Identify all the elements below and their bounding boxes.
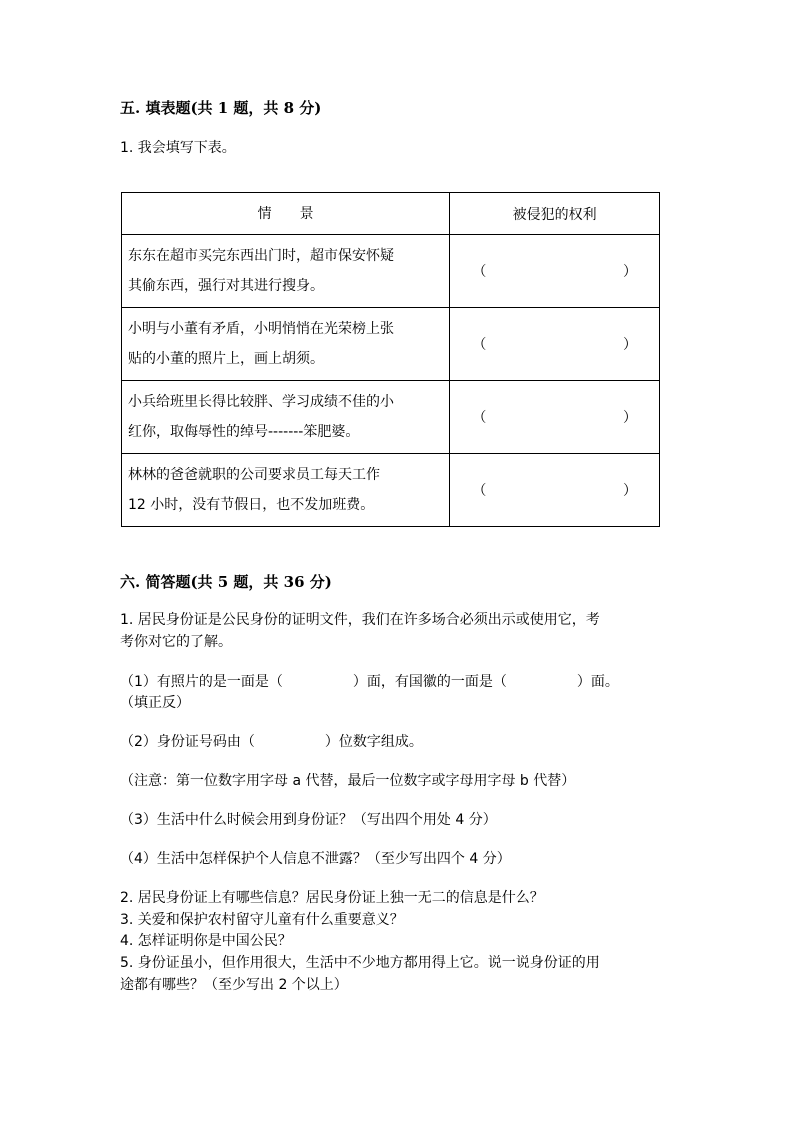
answer-cell[interactable] (450, 381, 660, 454)
scenario-line: 东东在超市买完东西出门时，超市保安怀疑 (128, 248, 394, 264)
section6-question-5-line2: 途都有哪些？（至少写出 2 个以上） (120, 977, 348, 993)
scenario-line: 12 小时，没有节假日，也不发加班费。 (128, 497, 375, 513)
open-paren: （ (472, 410, 487, 426)
table-header-row (122, 193, 660, 235)
open-paren: （ (472, 337, 487, 353)
table-row (122, 454, 660, 527)
open-paren: （ (472, 483, 487, 499)
section6-question-2: 2. 居民身份证上有哪些信息？居民身份证上独一无二的信息是什么？ (120, 890, 544, 906)
scenario-cell (122, 308, 450, 381)
section6-question-5-line1: 5. 身份证虽小，但作用很大，生活中不少地方都用得上它。说一说身份证的用 (120, 955, 600, 971)
scenario-line: 贴的小董的照片上，画上胡须。 (128, 351, 324, 367)
section6-question-4: 4. 怎样证明你是中国公民？ (120, 933, 292, 949)
scenario-cell (122, 454, 450, 527)
sub-question-2: （2）身份证号码由（ ）位数字组成。 (120, 734, 423, 750)
section6-question-3: 3. 关爱和保护农村留守儿童有什么重要意义？ (120, 912, 404, 928)
scenario-cell (122, 381, 450, 454)
sub-question-1-line1: （1）有照片的是一面是（ ）面，有国徽的一面是（ ）面。 (120, 674, 619, 690)
close-paren: ） (623, 337, 637, 353)
sub-question-2-note: （注意：第一位数字用字母 a 代替，最后一位数字或字母用字母 b 代替） (120, 773, 576, 789)
table-row (122, 235, 660, 308)
scenario-line: 小兵给班里长得比较胖、学习成绩不佳的小 (128, 394, 394, 410)
scenario-line: 其偷东西，强行对其进行搜身。 (128, 278, 324, 294)
section5-title: 五. 填表题(共 1 题，共 8 分) (120, 99, 322, 117)
header-scenario: 情 景 (122, 193, 450, 235)
answer-cell[interactable] (450, 235, 660, 308)
sub-question-1-line2: （填正反） (120, 695, 190, 711)
close-paren: ） (623, 410, 637, 426)
scenario-cell (122, 235, 450, 308)
answer-cell[interactable] (450, 308, 660, 381)
section5-question-1: 1. 我会填写下表。 (120, 140, 236, 156)
header-violated-right: 被侵犯的权利 (450, 193, 660, 235)
section6-q1-line1: 1. 居民身份证是公民身份的证明文件，我们在许多场合必须出示或使用它，考 (120, 612, 600, 628)
scenario-line: 小明与小董有矛盾，小明悄悄在光荣榜上张 (128, 321, 394, 337)
close-paren: ） (623, 483, 637, 499)
rights-table (121, 192, 660, 527)
scenario-line: 红你，取侮辱性的绰号-------笨肥婆。 (128, 424, 360, 440)
sub-question-3: （3）生活中什么时候会用到身份证？（写出四个用处 4 分） (120, 812, 497, 828)
table-row (122, 308, 660, 381)
section6-q1-line2: 考你对它的了解。 (120, 634, 232, 650)
sub-question-4: （4）生活中怎样保护个人信息不泄露？（至少写出四个 4 分） (120, 851, 511, 867)
scenario-line: 林林的爸爸就职的公司要求员工每天工作 (128, 467, 380, 483)
open-paren: （ (472, 264, 487, 280)
table-row (122, 381, 660, 454)
close-paren: ） (623, 264, 637, 280)
answer-cell[interactable] (450, 454, 660, 527)
section6-title: 六. 简答题(共 5 题，共 36 分) (120, 573, 332, 591)
